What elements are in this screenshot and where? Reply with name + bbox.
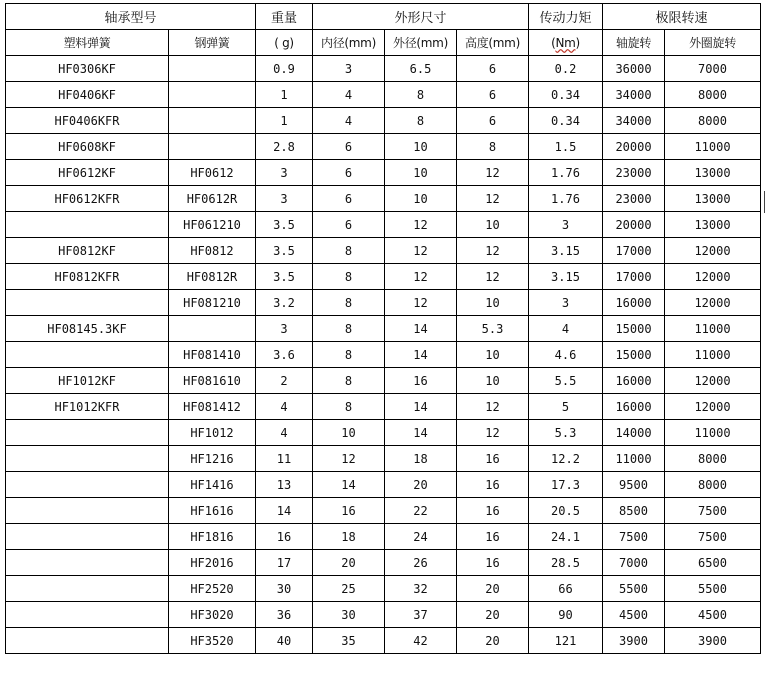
cell-weight: 3.2	[256, 290, 313, 316]
cell-outer-diameter: 12	[385, 238, 457, 264]
cell-inner-diameter: 18	[313, 524, 385, 550]
cell-torque: 5	[529, 394, 603, 420]
cell-outer-diameter: 14	[385, 394, 457, 420]
cell-shaft-rotation-speed: 11000	[603, 446, 665, 472]
cell-outer-diameter: 37	[385, 602, 457, 628]
table-row	[6, 602, 761, 628]
cell-torque: 4.6	[529, 342, 603, 368]
cell-inner-diameter: 3	[313, 56, 385, 82]
cell-height: 8	[457, 134, 529, 160]
cell-height: 16	[457, 472, 529, 498]
cell-weight: 3	[256, 186, 313, 212]
cell-shaft-rotation-speed: 20000	[603, 212, 665, 238]
cell-torque: 20.5	[529, 498, 603, 524]
cell-plastic-spring-model: HF0406KF	[6, 82, 169, 108]
cell-torque: 3.15	[529, 264, 603, 290]
cell-inner-diameter: 6	[313, 134, 385, 160]
cell-torque: 0.34	[529, 108, 603, 134]
cell-plastic-spring-model: HF0608KF	[6, 134, 169, 160]
cell-inner-diameter: 6	[313, 212, 385, 238]
table-row	[6, 160, 761, 186]
torque-unit-text: Nm	[555, 35, 576, 50]
cell-outer-ring-rotation-speed: 12000	[665, 264, 761, 290]
cell-steel-spring-model: HF081210	[169, 290, 256, 316]
cell-torque: 5.3	[529, 420, 603, 446]
cell-weight: 1	[256, 82, 313, 108]
cell-height: 10	[457, 212, 529, 238]
cell-torque: 3	[529, 212, 603, 238]
table-row	[6, 498, 761, 524]
table-row	[6, 186, 761, 212]
cell-height: 20	[457, 628, 529, 654]
table-row	[6, 394, 761, 420]
header-row	[6, 4, 761, 30]
cell-inner-diameter: 6	[313, 186, 385, 212]
cell-inner-diameter: 8	[313, 290, 385, 316]
cell-weight: 3	[256, 160, 313, 186]
cell-outer-diameter: 12	[385, 264, 457, 290]
subheader-plastic-spring: 塑料弹簧	[6, 30, 169, 56]
cell-steel-spring-model: HF1816	[169, 524, 256, 550]
cell-plastic-spring-model	[6, 290, 169, 316]
cell-outer-ring-rotation-speed: 8000	[665, 446, 761, 472]
cell-plastic-spring-model: HF0306KF	[6, 56, 169, 82]
cell-shaft-rotation-speed: 9500	[603, 472, 665, 498]
cell-steel-spring-model: HF0612	[169, 160, 256, 186]
cell-weight: 3	[256, 316, 313, 342]
subheader-row	[6, 30, 761, 56]
cell-outer-ring-rotation-speed: 7000	[665, 56, 761, 82]
cell-weight: 4	[256, 420, 313, 446]
cell-weight: 11	[256, 446, 313, 472]
table-row	[6, 472, 761, 498]
cell-height: 12	[457, 186, 529, 212]
table-row	[6, 264, 761, 290]
table-row	[6, 56, 761, 82]
cell-height: 6	[457, 56, 529, 82]
cell-height: 20	[457, 602, 529, 628]
cell-outer-ring-rotation-speed: 8000	[665, 472, 761, 498]
cell-steel-spring-model: HF081410	[169, 342, 256, 368]
cell-torque: 4	[529, 316, 603, 342]
cell-inner-diameter: 14	[313, 472, 385, 498]
bearing-spec-table	[5, 3, 761, 654]
cell-shaft-rotation-speed: 20000	[603, 134, 665, 160]
subheader-outer-ring-rotation: 外圈旋转	[665, 30, 761, 56]
cell-outer-ring-rotation-speed: 8000	[665, 108, 761, 134]
cell-outer-diameter: 32	[385, 576, 457, 602]
cell-steel-spring-model: HF0812	[169, 238, 256, 264]
cell-plastic-spring-model: HF0812KF	[6, 238, 169, 264]
cell-height: 6	[457, 82, 529, 108]
cell-outer-diameter: 20	[385, 472, 457, 498]
subheader-outer-diameter: 外径(mm)	[385, 30, 457, 56]
cell-plastic-spring-model: HF0612KFR	[6, 186, 169, 212]
cell-shaft-rotation-speed: 16000	[603, 394, 665, 420]
cell-outer-ring-rotation-speed: 4500	[665, 602, 761, 628]
cell-shaft-rotation-speed: 34000	[603, 108, 665, 134]
table-row	[6, 134, 761, 160]
cell-height: 10	[457, 290, 529, 316]
cell-height: 16	[457, 498, 529, 524]
cell-steel-spring-model: HF1012	[169, 420, 256, 446]
cell-outer-diameter: 12	[385, 290, 457, 316]
cell-plastic-spring-model	[6, 524, 169, 550]
table-row	[6, 446, 761, 472]
cell-outer-ring-rotation-speed: 12000	[665, 290, 761, 316]
cell-steel-spring-model: HF2520	[169, 576, 256, 602]
cell-shaft-rotation-speed: 16000	[603, 368, 665, 394]
cell-outer-ring-rotation-speed: 11000	[665, 316, 761, 342]
header-torque: 传动力矩	[529, 4, 603, 30]
cell-plastic-spring-model: HF0612KF	[6, 160, 169, 186]
cell-plastic-spring-model	[6, 420, 169, 446]
cell-outer-ring-rotation-speed: 12000	[665, 394, 761, 420]
cell-plastic-spring-model: HF1012KF	[6, 368, 169, 394]
torque-unit-left: (	[551, 35, 556, 50]
cell-height: 16	[457, 524, 529, 550]
cell-outer-ring-rotation-speed: 13000	[665, 212, 761, 238]
cell-inner-diameter: 8	[313, 342, 385, 368]
cell-weight: 3.5	[256, 264, 313, 290]
cell-plastic-spring-model: HF0812KFR	[6, 264, 169, 290]
cell-plastic-spring-model: HF0406KFR	[6, 108, 169, 134]
cell-outer-diameter: 22	[385, 498, 457, 524]
cell-steel-spring-model: HF1416	[169, 472, 256, 498]
cell-inner-diameter: 20	[313, 550, 385, 576]
spec-table-wrapper	[5, 3, 761, 654]
cell-outer-diameter: 8	[385, 108, 457, 134]
cell-plastic-spring-model: HF08145.3KF	[6, 316, 169, 342]
cell-outer-diameter: 14	[385, 342, 457, 368]
cell-outer-diameter: 16	[385, 368, 457, 394]
header-model: 轴承型号	[6, 4, 256, 30]
table-row	[6, 368, 761, 394]
cell-steel-spring-model	[169, 56, 256, 82]
cell-height: 12	[457, 420, 529, 446]
cell-height: 12	[457, 264, 529, 290]
cell-shaft-rotation-speed: 17000	[603, 264, 665, 290]
cell-torque: 0.34	[529, 82, 603, 108]
cell-shaft-rotation-speed: 7500	[603, 524, 665, 550]
subheader-shaft-rotation: 轴旋转	[603, 30, 665, 56]
cell-inner-diameter: 8	[313, 238, 385, 264]
cell-steel-spring-model: HF1216	[169, 446, 256, 472]
cell-inner-diameter: 6	[313, 160, 385, 186]
cell-shaft-rotation-speed: 7000	[603, 550, 665, 576]
cell-torque: 3.15	[529, 238, 603, 264]
header-speed-limit: 极限转速	[603, 4, 761, 30]
cell-weight: 16	[256, 524, 313, 550]
cell-shaft-rotation-speed: 36000	[603, 56, 665, 82]
cell-outer-diameter: 26	[385, 550, 457, 576]
cell-plastic-spring-model	[6, 472, 169, 498]
cell-outer-ring-rotation-speed: 11000	[665, 342, 761, 368]
subheader-torque-unit	[529, 30, 603, 56]
cell-weight: 40	[256, 628, 313, 654]
cell-outer-diameter: 42	[385, 628, 457, 654]
cell-inner-diameter: 8	[313, 316, 385, 342]
cell-torque: 90	[529, 602, 603, 628]
cell-plastic-spring-model	[6, 498, 169, 524]
cell-plastic-spring-model	[6, 576, 169, 602]
cell-plastic-spring-model	[6, 602, 169, 628]
cell-torque: 28.5	[529, 550, 603, 576]
cell-outer-ring-rotation-speed: 13000	[665, 186, 761, 212]
cell-shaft-rotation-speed: 23000	[603, 160, 665, 186]
cell-shaft-rotation-speed: 4500	[603, 602, 665, 628]
cell-outer-ring-rotation-speed: 11000	[665, 420, 761, 446]
cell-outer-diameter: 18	[385, 446, 457, 472]
header-dimensions: 外形尺寸	[313, 4, 529, 30]
cell-height: 16	[457, 550, 529, 576]
cell-torque: 121	[529, 628, 603, 654]
cell-torque: 0.2	[529, 56, 603, 82]
cell-inner-diameter: 12	[313, 446, 385, 472]
cell-shaft-rotation-speed: 14000	[603, 420, 665, 446]
cell-outer-ring-rotation-speed: 3900	[665, 628, 761, 654]
cell-weight: 13	[256, 472, 313, 498]
cell-weight: 4	[256, 394, 313, 420]
cell-weight: 1	[256, 108, 313, 134]
cell-height: 12	[457, 238, 529, 264]
cell-plastic-spring-model	[6, 212, 169, 238]
cell-outer-diameter: 14	[385, 420, 457, 446]
cell-steel-spring-model	[169, 108, 256, 134]
cell-steel-spring-model: HF2016	[169, 550, 256, 576]
cell-weight: 14	[256, 498, 313, 524]
cell-torque: 17.3	[529, 472, 603, 498]
table-row	[6, 108, 761, 134]
table-row	[6, 628, 761, 654]
cell-height: 6	[457, 108, 529, 134]
header-weight: 重量	[256, 4, 313, 30]
cell-outer-ring-rotation-speed: 8000	[665, 82, 761, 108]
cell-weight: 30	[256, 576, 313, 602]
cell-weight: 17	[256, 550, 313, 576]
table-row	[6, 420, 761, 446]
cell-inner-diameter: 8	[313, 394, 385, 420]
cell-height: 5.3	[457, 316, 529, 342]
cell-weight: 3.6	[256, 342, 313, 368]
table-row	[6, 524, 761, 550]
cell-height: 12	[457, 160, 529, 186]
subheader-inner-diameter: 内径(mm)	[313, 30, 385, 56]
cell-height: 16	[457, 446, 529, 472]
subheader-height: 高度(mm)	[457, 30, 529, 56]
cell-steel-spring-model: HF081610	[169, 368, 256, 394]
cell-torque: 5.5	[529, 368, 603, 394]
cell-inner-diameter: 35	[313, 628, 385, 654]
cell-steel-spring-model: HF0812R	[169, 264, 256, 290]
cell-weight: 36	[256, 602, 313, 628]
table-body	[6, 56, 761, 654]
subheader-steel-spring: 钢弹簧	[169, 30, 256, 56]
cell-outer-ring-rotation-speed: 12000	[665, 238, 761, 264]
cell-torque: 1.76	[529, 186, 603, 212]
table-row	[6, 238, 761, 264]
cell-height: 20	[457, 576, 529, 602]
table-row	[6, 82, 761, 108]
table-row	[6, 550, 761, 576]
table-row	[6, 316, 761, 342]
cell-outer-ring-rotation-speed: 12000	[665, 368, 761, 394]
cell-outer-ring-rotation-speed: 11000	[665, 134, 761, 160]
cell-shaft-rotation-speed: 5500	[603, 576, 665, 602]
cell-inner-diameter: 25	[313, 576, 385, 602]
cell-outer-ring-rotation-speed: 7500	[665, 498, 761, 524]
cell-torque: 66	[529, 576, 603, 602]
cell-steel-spring-model: HF0612R	[169, 186, 256, 212]
cell-steel-spring-model: HF3520	[169, 628, 256, 654]
cell-height: 10	[457, 342, 529, 368]
cell-shaft-rotation-speed: 8500	[603, 498, 665, 524]
cell-weight: 2	[256, 368, 313, 394]
cell-inner-diameter: 4	[313, 82, 385, 108]
cell-weight: 0.9	[256, 56, 313, 82]
cell-shaft-rotation-speed: 17000	[603, 238, 665, 264]
cell-height: 12	[457, 394, 529, 420]
subheader-weight-unit: ( g)	[256, 30, 313, 56]
cell-inner-diameter: 30	[313, 602, 385, 628]
cell-torque: 3	[529, 290, 603, 316]
cell-plastic-spring-model	[6, 550, 169, 576]
cell-weight: 3.5	[256, 238, 313, 264]
cell-torque: 1.76	[529, 160, 603, 186]
cell-steel-spring-model	[169, 316, 256, 342]
cell-shaft-rotation-speed: 16000	[603, 290, 665, 316]
cell-shaft-rotation-speed: 15000	[603, 342, 665, 368]
cell-steel-spring-model: HF3020	[169, 602, 256, 628]
cell-torque: 24.1	[529, 524, 603, 550]
cell-plastic-spring-model	[6, 628, 169, 654]
cell-outer-diameter: 6.5	[385, 56, 457, 82]
cell-plastic-spring-model: HF1012KFR	[6, 394, 169, 420]
cell-steel-spring-model: HF1616	[169, 498, 256, 524]
cell-torque: 12.2	[529, 446, 603, 472]
cell-steel-spring-model	[169, 82, 256, 108]
cell-inner-diameter: 8	[313, 264, 385, 290]
torque-unit-right: )	[575, 35, 580, 50]
table-row	[6, 212, 761, 238]
cell-outer-ring-rotation-speed: 7500	[665, 524, 761, 550]
cell-outer-diameter: 24	[385, 524, 457, 550]
table-row	[6, 342, 761, 368]
cell-steel-spring-model: HF081412	[169, 394, 256, 420]
cell-plastic-spring-model	[6, 342, 169, 368]
table-row	[6, 290, 761, 316]
cell-height: 10	[457, 368, 529, 394]
cell-shaft-rotation-speed: 23000	[603, 186, 665, 212]
cell-outer-ring-rotation-speed: 13000	[665, 160, 761, 186]
cell-outer-diameter: 8	[385, 82, 457, 108]
cell-steel-spring-model	[169, 134, 256, 160]
cell-inner-diameter: 16	[313, 498, 385, 524]
cell-torque: 1.5	[529, 134, 603, 160]
cell-shaft-rotation-speed: 3900	[603, 628, 665, 654]
edge-mark	[764, 191, 765, 213]
table-row	[6, 576, 761, 602]
cell-shaft-rotation-speed: 15000	[603, 316, 665, 342]
cell-outer-diameter: 10	[385, 186, 457, 212]
cell-plastic-spring-model	[6, 446, 169, 472]
cell-outer-diameter: 10	[385, 134, 457, 160]
cell-inner-diameter: 8	[313, 368, 385, 394]
cell-weight: 2.8	[256, 134, 313, 160]
cell-outer-diameter: 12	[385, 212, 457, 238]
cell-outer-diameter: 10	[385, 160, 457, 186]
cell-weight: 3.5	[256, 212, 313, 238]
cell-shaft-rotation-speed: 34000	[603, 82, 665, 108]
cell-outer-ring-rotation-speed: 5500	[665, 576, 761, 602]
cell-steel-spring-model: HF061210	[169, 212, 256, 238]
cell-inner-diameter: 10	[313, 420, 385, 446]
cell-outer-ring-rotation-speed: 6500	[665, 550, 761, 576]
cell-outer-diameter: 14	[385, 316, 457, 342]
cell-inner-diameter: 4	[313, 108, 385, 134]
